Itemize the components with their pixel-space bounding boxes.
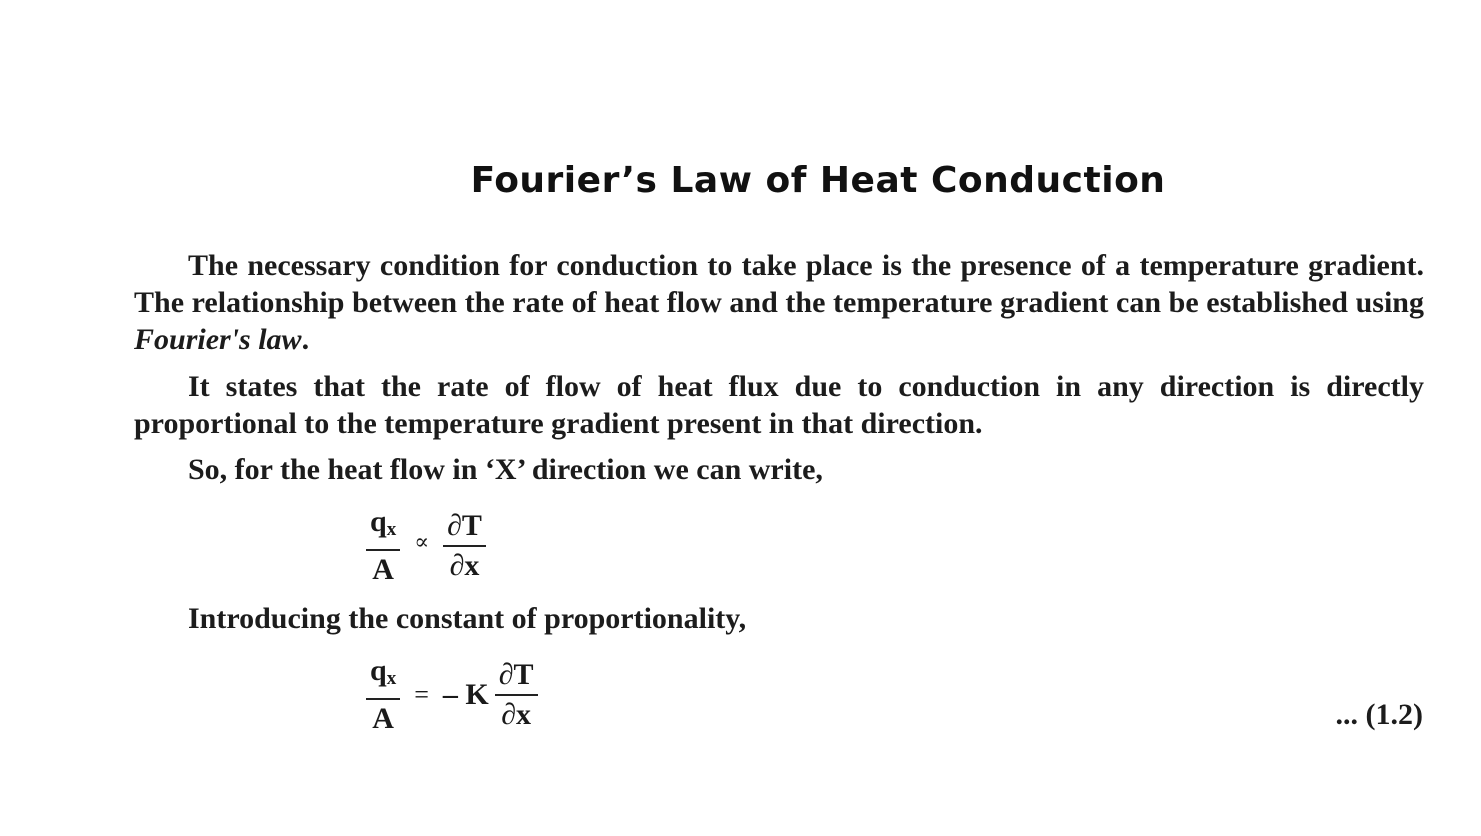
symbol-q: q [370, 654, 387, 687]
paragraph-x-direction-text: So, for the heat flow in ‘X’ direction we can write, [188, 453, 823, 486]
fraction-gradient [443, 509, 486, 583]
fraction-denominator: A [372, 553, 394, 586]
fraction-denominator: ∂x [501, 698, 532, 731]
paragraph-condition-text: The necessary condition for conduction to take place is the presence of a temperature gradient. The relationship between the rate of heat flow and the temperature gradient can be established using [134, 249, 1424, 319]
fraction-numerator: ∂T [495, 658, 538, 696]
symbol-q: q [370, 505, 387, 538]
paragraph-condition [134, 247, 1424, 358]
paragraph-constant [134, 600, 1424, 637]
paragraph-statement [134, 368, 1424, 442]
fraction-gradient [495, 658, 538, 732]
paragraph-constant-text: Introducing the constant of proportionality, [188, 602, 747, 635]
fraction-heat-flux [366, 654, 400, 736]
paragraph-x-direction [134, 451, 1424, 488]
fraction-heat-flux [366, 505, 400, 587]
subscript-x: x [386, 668, 397, 689]
fraction-denominator: ∂x [449, 549, 480, 582]
paragraph-condition-end: . [301, 323, 310, 356]
thermal-conductivity-coefficient: – K [442, 678, 489, 711]
fouriers-law-term: Fourier's law [134, 323, 302, 356]
equals-operator: = [414, 680, 429, 709]
fraction-numerator [366, 505, 400, 551]
paragraph-statement-text: It states that the rate of flow of heat flux due to conduction in any direction is directly proportional to the temperature gradient present in that direction. [134, 370, 1424, 440]
equation-fourier-law [366, 654, 538, 736]
fraction-denominator: A [372, 702, 394, 735]
proportional-operator: ∝ [414, 529, 430, 554]
section-title: Fourier’s Law of Heat Conduction [470, 160, 1166, 201]
fraction-numerator [366, 654, 400, 700]
equation-proportional [366, 505, 486, 587]
equation-number: ... (1.2) [1335, 698, 1423, 731]
fraction-numerator: ∂T [443, 509, 486, 547]
subscript-x: x [386, 519, 397, 540]
